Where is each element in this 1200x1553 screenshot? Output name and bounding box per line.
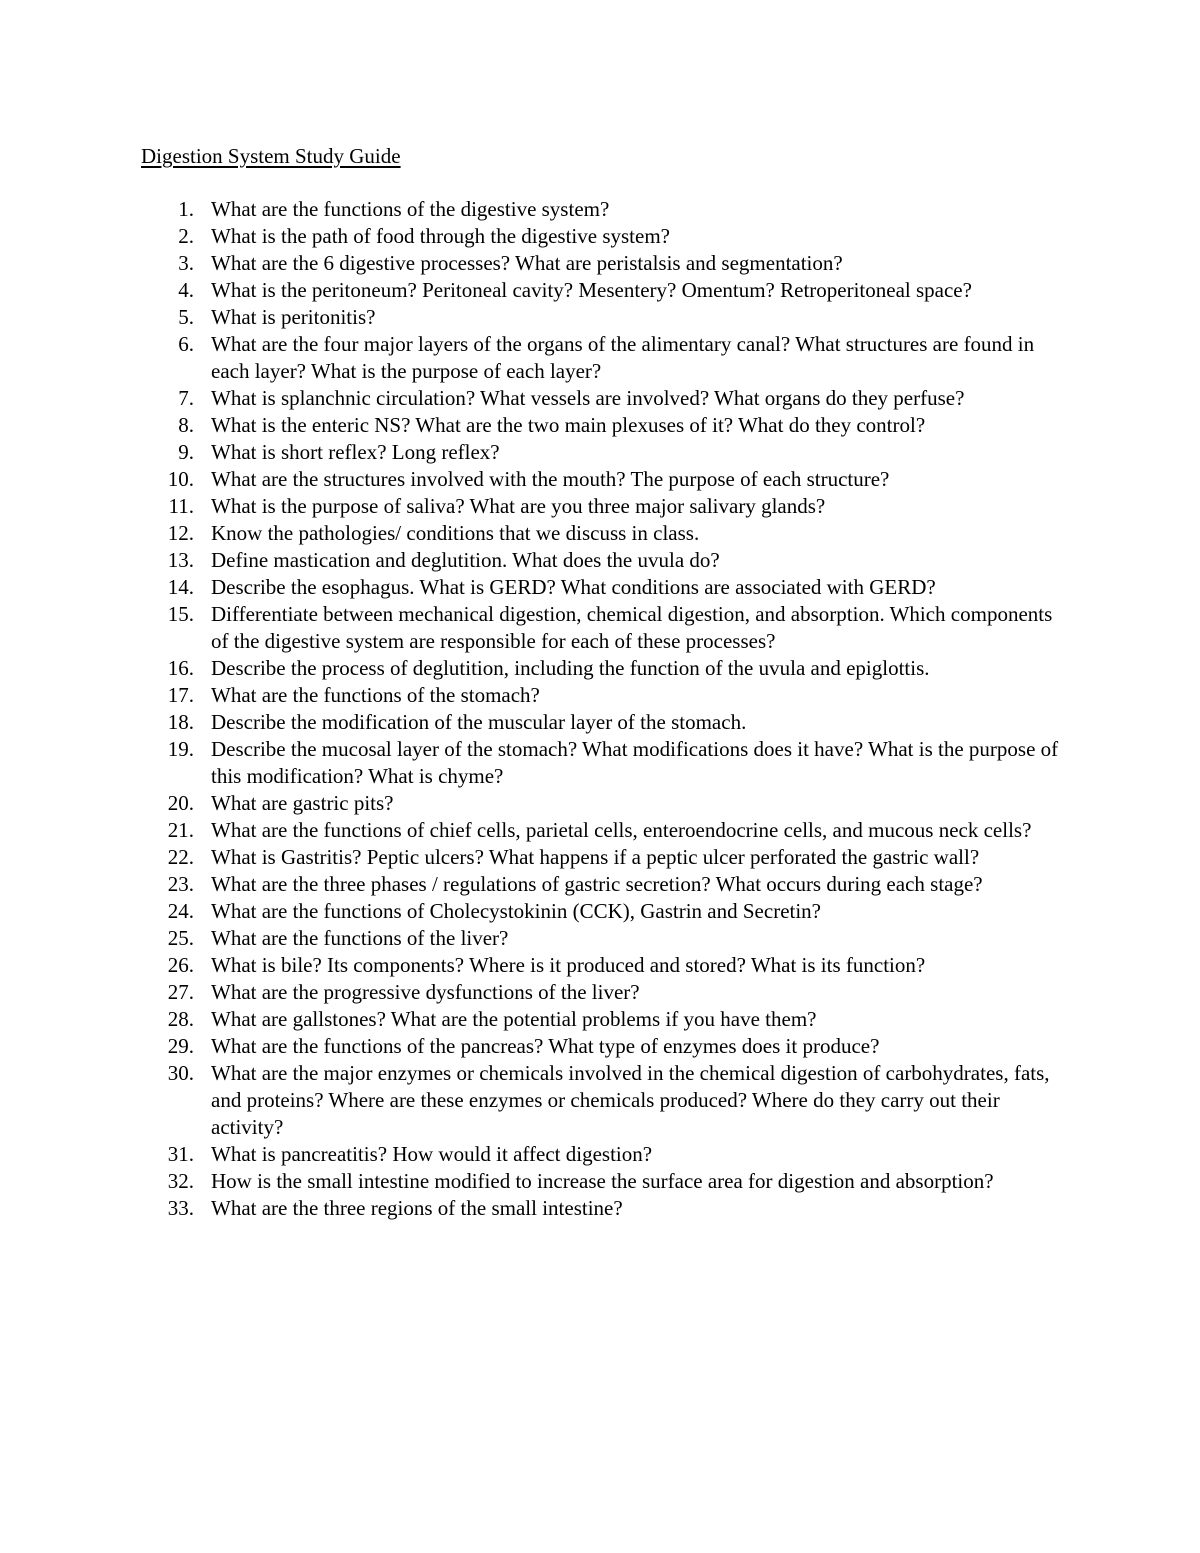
question-text: What is the purpose of saliva? What are you three major salivary glands? xyxy=(211,494,826,518)
list-item xyxy=(0,817,1071,844)
list-item xyxy=(0,1006,1071,1033)
question-text: What are the four major layers of the organs of the alimentary canal? What structures are found in each layer? What is the purpose of each layer? xyxy=(211,332,1035,383)
list-item xyxy=(0,655,1071,682)
question-list xyxy=(0,196,1200,1222)
question-number: 29. xyxy=(167,1034,194,1058)
question-text: What are gallstones? What are the potential problems if you have them? xyxy=(211,1007,817,1031)
question-number: 22. xyxy=(167,845,194,869)
list-item xyxy=(0,979,1071,1006)
question-number: 18. xyxy=(167,710,194,734)
question-number: 23. xyxy=(167,872,194,896)
question-number: 26. xyxy=(167,953,194,977)
question-number: 1. xyxy=(178,197,194,221)
question-text: What is Gastritis? Peptic ulcers? What happens if a peptic ulcer perforated the gastric wall? xyxy=(211,845,980,869)
question-text: What is peritonitis? xyxy=(211,305,376,329)
list-item xyxy=(0,790,1071,817)
question-text: Describe the modification of the muscular layer of the stomach. xyxy=(211,710,747,734)
question-number: 21. xyxy=(167,818,194,842)
question-number: 13. xyxy=(167,548,194,572)
list-item xyxy=(0,736,1071,790)
question-number: 8. xyxy=(178,413,194,437)
question-text: Know the pathologies/ conditions that we discuss in class. xyxy=(211,521,700,545)
question-number: 7. xyxy=(178,386,194,410)
question-text: Define mastication and deglutition. What does the uvula do? xyxy=(211,548,720,572)
list-item xyxy=(0,304,1071,331)
question-number: 27. xyxy=(167,980,194,1004)
list-item xyxy=(0,952,1071,979)
question-text: Describe the process of deglutition, including the function of the uvula and epiglottis. xyxy=(211,656,930,680)
list-item xyxy=(0,1195,1071,1222)
list-item xyxy=(0,601,1071,655)
question-number: 16. xyxy=(167,656,194,680)
list-item xyxy=(0,493,1071,520)
list-item xyxy=(0,385,1071,412)
question-text: What are the three phases / regulations of gastric secretion? What occurs during each stage? xyxy=(211,872,983,896)
question-number: 33. xyxy=(167,1196,194,1220)
question-number: 3. xyxy=(178,251,194,275)
list-item xyxy=(0,331,1071,385)
question-text: Differentiate between mechanical digestion, chemical digestion, and absorption. Which components of the digestive system are responsible for each of these processes? xyxy=(211,602,1053,653)
question-text: What is the peritoneum? Peritoneal cavity? Mesentery? Omentum? Retroperitoneal space? xyxy=(211,278,972,302)
question-text: What are the functions of the pancreas? What type of enzymes does it produce? xyxy=(211,1034,880,1058)
question-text: What are the structures involved with the mouth? The purpose of each structure? xyxy=(211,467,890,491)
question-number: 17. xyxy=(167,683,194,707)
list-item xyxy=(0,871,1071,898)
question-text: What is pancreatitis? How would it affect digestion? xyxy=(211,1142,653,1166)
question-number: 4. xyxy=(178,278,194,302)
question-number: 25. xyxy=(167,926,194,950)
list-item xyxy=(0,1141,1071,1168)
question-number: 10. xyxy=(167,467,194,491)
question-number: 6. xyxy=(178,332,194,356)
question-text: Describe the esophagus. What is GERD? What conditions are associated with GERD? xyxy=(211,575,936,599)
question-text: What are gastric pits? xyxy=(211,791,394,815)
list-item xyxy=(0,844,1071,871)
list-item xyxy=(0,250,1071,277)
question-text: How is the small intestine modified to increase the surface area for digestion and absorption? xyxy=(211,1169,994,1193)
question-number: 20. xyxy=(167,791,194,815)
question-number: 12. xyxy=(167,521,194,545)
question-number: 28. xyxy=(167,1007,194,1031)
question-number: 15. xyxy=(167,602,194,626)
question-number: 2. xyxy=(178,224,194,248)
list-item xyxy=(0,898,1071,925)
question-text: What is bile? Its components? Where is it produced and stored? What is its function? xyxy=(211,953,926,977)
question-text: What are the functions of Cholecystokinin (CCK), Gastrin and Secretin? xyxy=(211,899,822,923)
question-text: What are the functions of the digestive system? xyxy=(211,197,610,221)
list-item xyxy=(0,1033,1071,1060)
question-number: 5. xyxy=(178,305,194,329)
list-item xyxy=(0,439,1071,466)
question-text: What are the major enzymes or chemicals involved in the chemical digestion of carbohydrates, fats, and proteins? Where are these enzymes or chemicals produced? Where do they carry out their activity? xyxy=(211,1061,1050,1139)
list-item xyxy=(0,520,1071,547)
question-number: 31. xyxy=(167,1142,194,1166)
question-number: 11. xyxy=(168,494,194,518)
question-number: 9. xyxy=(178,440,194,464)
question-text: What is the path of food through the digestive system? xyxy=(211,224,670,248)
list-item xyxy=(0,709,1071,736)
list-item xyxy=(0,682,1071,709)
question-number: 14. xyxy=(167,575,194,599)
question-text: What are the progressive dysfunctions of the liver? xyxy=(211,980,640,1004)
list-item xyxy=(0,925,1071,952)
question-text: What are the functions of the liver? xyxy=(211,926,509,950)
list-item xyxy=(0,1168,1071,1195)
document-title: Digestion System Study Guide xyxy=(141,144,401,168)
question-text: What are the 6 digestive processes? What are peristalsis and segmentation? xyxy=(211,251,843,275)
list-item xyxy=(0,466,1071,493)
question-number: 24. xyxy=(167,899,194,923)
list-item xyxy=(0,547,1071,574)
question-text: What are the three regions of the small intestine? xyxy=(211,1196,623,1220)
list-item xyxy=(0,574,1071,601)
question-text: What is short reflex? Long reflex? xyxy=(211,440,500,464)
list-item xyxy=(0,277,1071,304)
question-text: What is the enteric NS? What are the two main plexuses of it? What do they control? xyxy=(211,413,926,437)
question-text: What are the functions of the stomach? xyxy=(211,683,540,707)
list-item xyxy=(0,412,1071,439)
question-number: 32. xyxy=(167,1169,194,1193)
question-text: What is splanchnic circulation? What vessels are involved? What organs do they perfuse? xyxy=(211,386,965,410)
list-item xyxy=(0,196,1071,223)
list-item xyxy=(0,1060,1071,1141)
question-text: Describe the mucosal layer of the stomach? What modifications does it have? What is the purpose of this modification? What is chyme? xyxy=(211,737,1059,788)
list-item xyxy=(0,223,1071,250)
question-number: 19. xyxy=(167,737,194,761)
question-number: 30. xyxy=(167,1061,194,1085)
question-text: What are the functions of chief cells, parietal cells, enteroendocrine cells, and mucous neck cells? xyxy=(211,818,1032,842)
